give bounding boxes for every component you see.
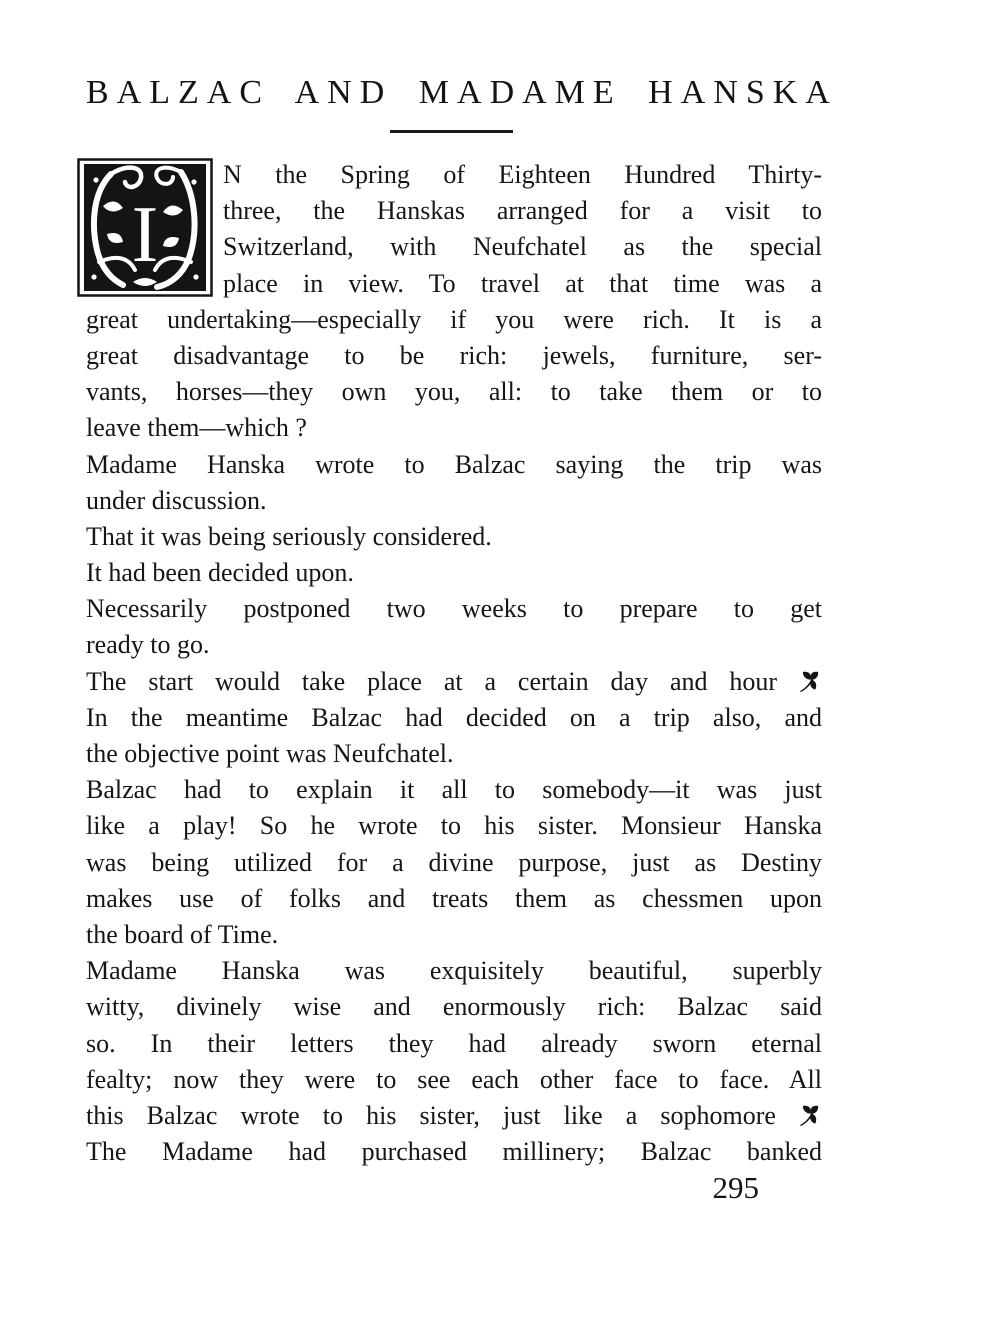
dropcap-initial-block	[77, 158, 213, 297]
text-line	[86, 917, 822, 953]
dropcap-ornate-frame-icon	[77, 158, 213, 297]
text-line-content: under discussion.	[86, 485, 267, 515]
text-line-content: Balzac had to explain it all to somebody—it was just	[86, 775, 822, 805]
text-line-content: It had been decided upon.	[86, 558, 354, 588]
text-line-content: this Balzac wrote to his sister, just like a sophomore	[86, 1100, 776, 1130]
text-line	[86, 627, 822, 663]
text-line	[86, 953, 822, 989]
text-line-content: Madame Hanska wrote to Balzac saying the trip was	[86, 449, 822, 479]
text-line-content: was being utilized for a divine purpose, just as Destiny	[86, 847, 822, 877]
text-line-content: leave them—which ?	[86, 413, 307, 443]
text-line	[86, 736, 822, 772]
text-line	[223, 157, 822, 193]
text-line-content: N the Spring of Eighteen Hundred Thirty-	[223, 160, 822, 189]
text-line-content: Madame Hanska was exquisitely beautiful, superbly	[86, 956, 822, 986]
text-line-content: Switzerland, with Neufchatel as the special	[223, 232, 822, 262]
page-number: 295	[712, 1170, 759, 1206]
text-line	[86, 1026, 822, 1062]
text-line-content: great undertaking—especially if you were rich. It is a	[86, 304, 822, 334]
text-line	[223, 266, 822, 302]
text-line	[223, 229, 822, 265]
page-title: BALZAC AND MADAME HANSKA	[86, 74, 838, 111]
text-line	[86, 302, 822, 338]
text-line-content: fealty; now they were to see each other face to face. All	[86, 1064, 822, 1094]
text-line	[86, 989, 822, 1025]
text-line-content: In the meantime Balzac had decided on a trip also, and	[86, 702, 822, 732]
text-line-content: three, the Hanskas arranged for a visit to	[223, 196, 822, 226]
text-line	[86, 447, 822, 483]
text-lines	[86, 157, 822, 1170]
text-line-content: great disadvantage to be rich: jewels, furniture, ser-	[86, 340, 822, 370]
text-line-content: like a play! So he wrote to his sister. Monsieur Hanska	[86, 811, 822, 841]
text-line-content: the objective point was Neufchatel.	[86, 739, 454, 768]
text-line	[86, 591, 822, 627]
text-line	[86, 483, 822, 519]
text-line-content: The start would take place at a certain day and hour	[86, 666, 778, 696]
text-line	[86, 808, 822, 844]
text-line	[86, 700, 822, 736]
text-line-content: makes use of folks and treats them as chessmen upon	[86, 883, 822, 913]
text-line	[86, 881, 822, 917]
text-line	[86, 772, 822, 808]
text-line-content: That it was being seriously considered.	[86, 521, 492, 551]
text-line-content: Necessarily postponed two weeks to prepare to get	[86, 594, 822, 624]
dropcap-letter: I	[131, 191, 159, 279]
text-line	[86, 555, 822, 591]
text-line	[86, 338, 822, 374]
text-line-content: ready to go.	[86, 630, 210, 660]
fleuron-ornament-icon	[799, 671, 822, 692]
text-line	[86, 1062, 822, 1098]
text-line	[86, 1098, 822, 1134]
fleuron-ornament-icon	[799, 1105, 822, 1126]
text-line	[86, 519, 822, 555]
text-line-content: so. In their letters they had already sworn eternal	[86, 1028, 822, 1058]
text-line	[86, 1134, 822, 1170]
text-line	[86, 845, 822, 881]
text-line-content: place in view. To travel at that time was a	[223, 268, 822, 298]
text-line-content: the board of Time.	[86, 919, 279, 949]
text-line	[86, 664, 822, 700]
text-line-content: The Madame had purchased millinery; Balzac banked	[86, 1137, 822, 1167]
body-text	[86, 157, 822, 1206]
text-line-content: witty, divinely wise and enormously rich: Balzac said	[86, 992, 822, 1022]
text-line-content: vants, horses—they own you, all: to take them or to	[86, 377, 822, 407]
text-line	[223, 193, 822, 229]
text-line	[86, 410, 822, 446]
text-line	[86, 374, 822, 410]
title-rule	[390, 130, 513, 133]
